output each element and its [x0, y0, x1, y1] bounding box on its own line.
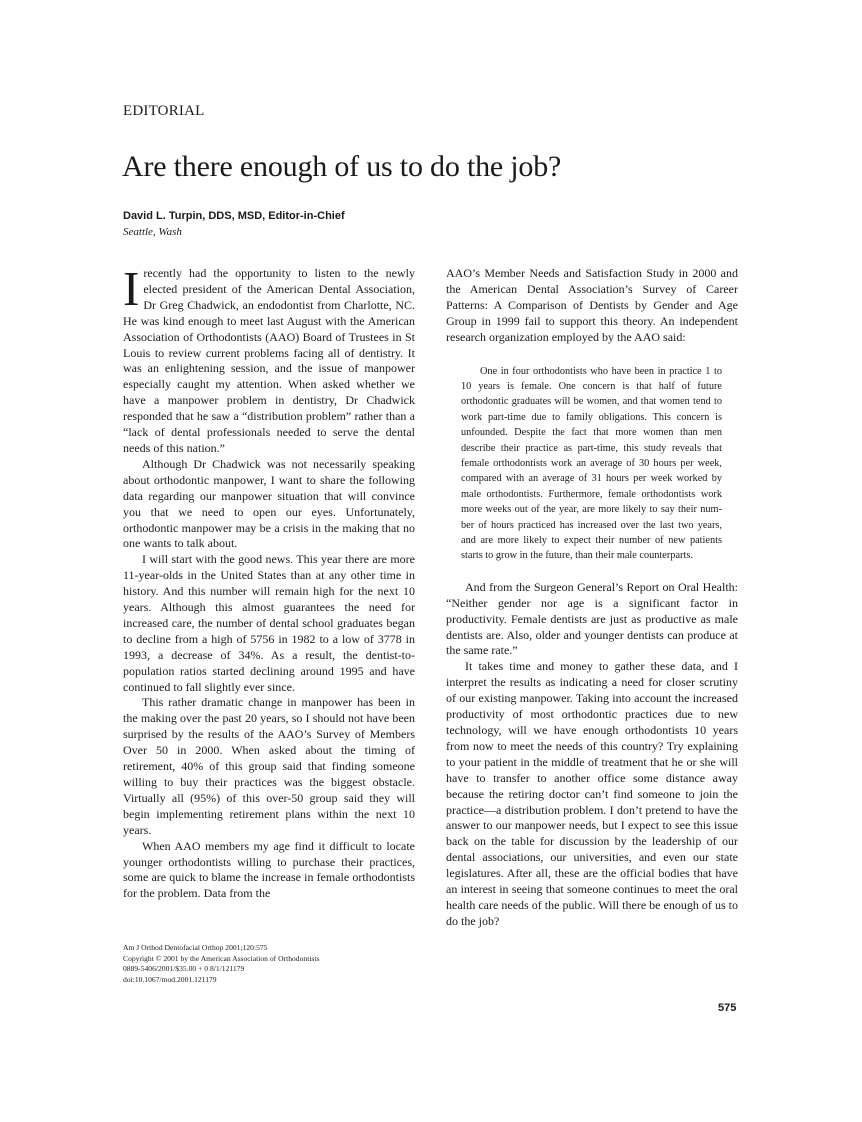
doi-line: doi:10.1067/mod.2001.121179	[123, 974, 217, 984]
block-quote	[461, 364, 722, 564]
author-line: David L. Turpin, DDS, MSD, Editor-in-Chief	[123, 210, 345, 222]
paragraph: This rather dramatic change in manpower has been in the making over the past 20 years, so I should not have been surprised by the results of the AAO’s Survey of Members Over 50 in 2000. When asked about the timing of retirement, 40% of this group said that finding someone willing to buy their practices was the biggest obstacle. Virtually all (95%) of this over-50 group said they will begin implementing retirement plans within the next 10 years.	[123, 695, 415, 837]
right-column	[446, 266, 738, 930]
issn-line: 0889-5406/2001/$35.00 + 0 8/1/121179	[123, 964, 245, 974]
paragraph: When AAO members my age find it difficult to locate younger orthodontists willing to purchase their practices, some are quick to blame the increase in female orthodontists for the problem. Data from the	[123, 838, 415, 901]
drop-cap: I	[123, 261, 140, 316]
copyright-line: Copyright © 2001 by the American Association of Orthodontists	[123, 953, 320, 963]
paragraph	[123, 261, 415, 457]
paragraph: I will start with the good news. This year there are more 11-year-olds in the United States than at any other time in history. And this number will remain high for the next 10 years. Although this almost guarantees the need for increased care, the number of dental school graduates began to decline from a high of 5756 in 1982 to a low of 3778 in 1993, a decrease of 34%. As a result, the dentist-to-population ratios started declining around 1995 and have continued to fall slightly ever since.	[123, 552, 415, 694]
page-number: 575	[718, 1002, 737, 1014]
journal-citation: Am J Orthod Dentofacial Orthop 2001;120:575	[123, 943, 268, 952]
paragraph-text: recently had the opportunity to listen to the newly elected president of the American Dental Association, Dr Greg Chadwick, an endodontist from Charlotte, NC. He was kind enough to meet last August with the American Association of Orthodontists (AAO) Board of Trustees in St Louis to review current problems facing all of dentistry. It was an enlightening session, and the issue of manpower especially caught my attention. When asked whether we have a manpower problem in dentistry, Dr Chadwick responded that he saw a “distribution problem” rather than a “lack of dental professionals needed to serve the dental needs of this nation.”	[123, 266, 415, 455]
paragraph: AAO’s Member Needs and Satisfaction Study in 2000 and the American Dental Association’s Survey of Career Patterns: A Comparison of Dentists by Gender and Age Group in 1999 fail to support this theory. An independent research organization employed by the AAO said:	[446, 266, 738, 344]
paragraph: It takes time and money to gather these data, and I interpret the results as indicating a need for closer scrutiny of our existing manpower. Taking into account the increased productivity of most orthodontic practices due to new technology, will we have enough orthodontists 10 years from now to meet the needs of this country? Try explaining to your patient in the middle of treatment that he or she will have to transfer to another office some distance away because the retiring doctor can’t find someone to join the practice—a distribution problem. I don’t pretend to have the answer to our manpower needs, but I expect to see this issue back on the table for discussion by the leadership of our dental associations, our universities, and even our state legislatures. After all, these are the official bodies that have an interest in seeing that someone continues to meet the oral health care needs of the public. Will there be enough of us to do the job?	[446, 659, 738, 928]
section-label: EDITORIAL	[123, 103, 205, 119]
citation-footer	[123, 943, 423, 985]
paragraph: And from the Surgeon General’s Report on Oral Health: “Neither gender nor age is a significant factor in productivity. Female dentists are just as productive as male dentists are. Also, older and younger dentists can produce at the same rate.”	[446, 579, 738, 658]
article-title: Are there enough of us to do the job?	[122, 150, 562, 183]
paragraph: Although Dr Chadwick was not necessarily speaking about orthodontic manpower, I want to share the following data regarding our manpower situation that will convince you that we need to open our eyes. Unfortunately, orthodontic manpower may be a crisis in the making that no one wants to talk about.	[123, 456, 415, 551]
left-column	[123, 261, 415, 902]
quote-text: One in four orthodontists who have been in practice 1 to 10 years is female. One concern is that half of future orthodontic graduates will be women, and that women tend to work part-time due to family obligations. This concern is unfounded. Despite the fact that more women than men describe their practice as part-time, this study reveals that female orthodontists work an average of 30 hours per week, compared with an average of 31 hours per week worked by male orthodontists. Furthermore, female orthodontists work more weeks out of the year, are more likely to say their number of hours practiced has increased over the last two years, and are more likely to expect their number of new patients starts to grow in the future, than their male counterparts.	[461, 365, 722, 562]
author-affiliation: Seattle, Wash	[123, 226, 182, 238]
